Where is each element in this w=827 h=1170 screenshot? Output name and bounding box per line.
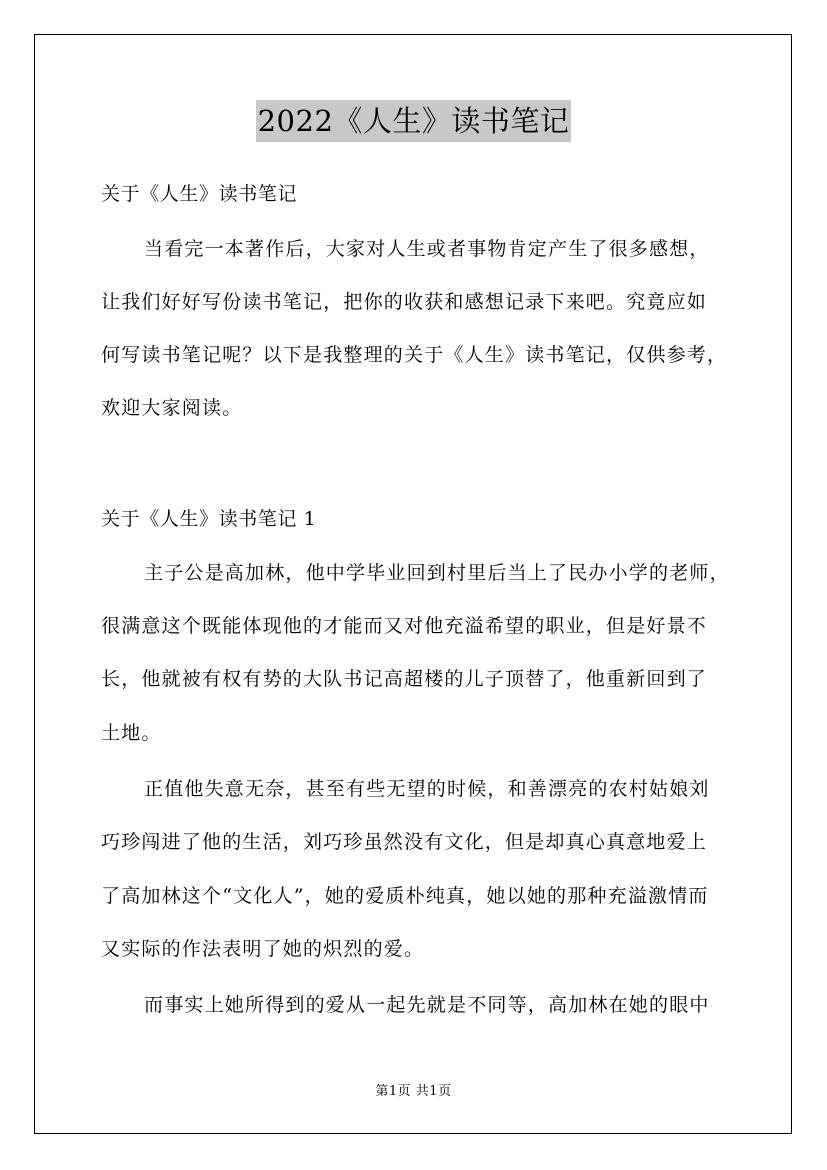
para2-line-2: 巧珍闯进了他的生活，刘巧珍虽然没有文化，但是却真心真意地爱上 [101,831,708,853]
page-number-footer: 第1页 共1页 [375,1084,452,1099]
document-title: 2022《人生》读书笔记 [256,100,572,142]
para3-line-1: 而事实上她所得到的爱从一起先就是不同等，高加林在她的眼中 [144,994,710,1016]
intro-line-1: 当看完一本著作后，大家对人生或者事物肯定产生了很多感想， [144,238,710,260]
title-container [0,100,827,142]
para2-line-3: 了高加林这个“文化人”，她的爱质朴纯真，她以她的那种充溢激情而 [101,885,709,907]
section-heading: 关于《人生》读书笔记 1 [101,508,317,530]
para1-line-4: 土地。 [101,722,162,744]
intro-line-4: 欢迎大家阅读。 [101,397,243,419]
intro-line-2: 让我们好好写份读书笔记，把你的收获和感想记录下来吧。究竟应如 [101,291,708,313]
para1-line-2: 很满意这个既能体现他的才能而又对他充溢希望的职业，但是好景不 [101,615,708,637]
para1-line-3: 长，他就被有权有势的大队书记高超楼的儿子顶替了，他重新回到了 [101,668,708,690]
para2-line-1: 正值他失意无奈，甚至有些无望的时候，和善漂亮的农村姑娘刘 [144,778,710,800]
para1-line-1: 主子公是高加林，他中学毕业回到村里后当上了民办小学的老师， [144,562,730,584]
intro-line-3: 何写读书笔记呢？以下是我整理的关于《人生》读书笔记，仅供参考， [101,344,728,366]
para2-line-4: 又实际的作法表明了她的炽烈的爱。 [101,938,425,960]
intro-heading: 关于《人生》读书笔记 [101,183,298,205]
